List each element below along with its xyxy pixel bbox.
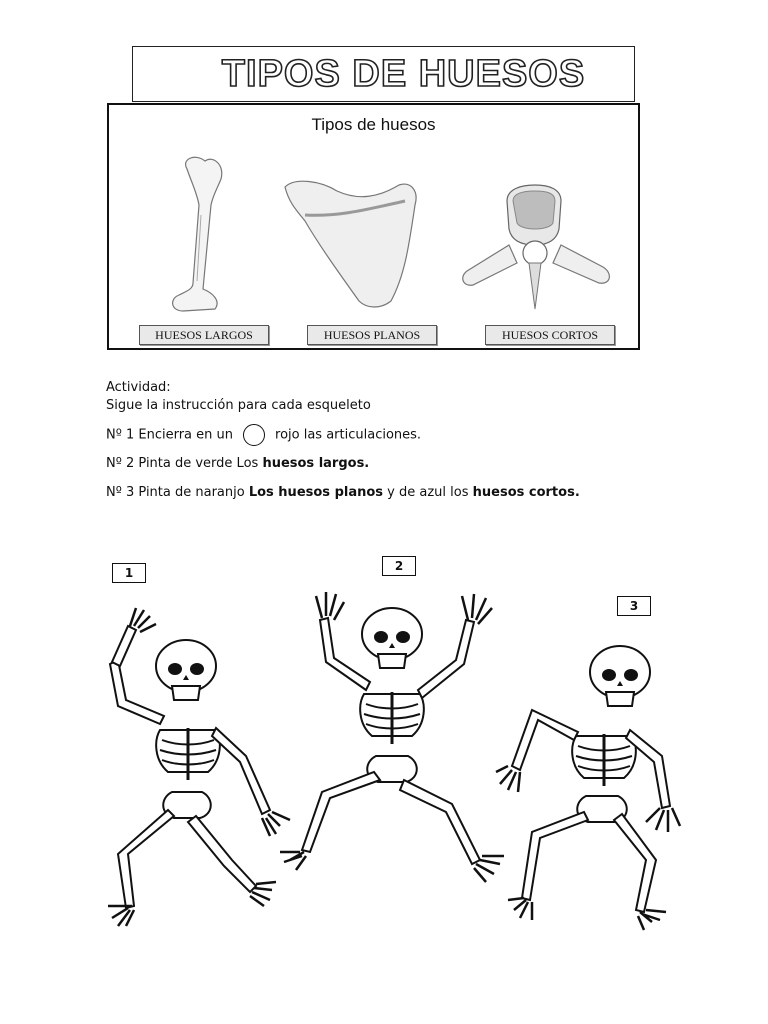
step-2-bold: huesos largos. [262, 456, 370, 471]
bone-illustrations [109, 105, 638, 348]
step-2-text: Nº 2 Pinta de verde Los [106, 456, 263, 471]
step-2 [106, 456, 369, 471]
activity-heading: Actividad: [106, 380, 171, 395]
skeleton-1 [108, 608, 290, 926]
vertebra-illustration [463, 185, 610, 309]
step-1-text-after: rojo las articulaciones. [275, 427, 422, 443]
short-bones-label: HUESOS CORTOS [485, 325, 615, 345]
bone-types-panel [107, 103, 640, 350]
step-3-text-middle: y de azul los [383, 485, 473, 500]
skeleton-number-1: 1 [112, 563, 146, 583]
step-1 [106, 424, 421, 446]
panel-title: Tipos de huesos [311, 115, 436, 134]
step-3-bold-flat: Los huesos planos [248, 485, 384, 500]
skeleton-number-3: 3 [617, 596, 651, 616]
skeletons-drawing [0, 560, 768, 960]
flat-bones-label: HUESOS PLANOS [307, 325, 437, 345]
skeleton-number-2: 2 [382, 556, 416, 576]
title-box [132, 46, 635, 102]
step-3-bold-short: huesos cortos. [472, 485, 580, 500]
femur-illustration [173, 157, 222, 311]
worksheet-title: TIPOS DE HUESOS [221, 53, 586, 95]
long-bones-label: HUESOS LARGOS [139, 325, 269, 345]
skeleton-3 [496, 646, 680, 930]
scapula-illustration [285, 181, 416, 307]
skeleton-2 [280, 592, 504, 882]
activity-instruction: Sigue la instrucción para cada esqueleto [106, 398, 371, 413]
step-1-text-before: Nº 1 Encierra en un [106, 427, 234, 443]
circle-icon [243, 424, 265, 446]
step-3 [106, 485, 580, 500]
step-3-text-before: Nº 3 Pinta de naranjo [106, 485, 249, 500]
